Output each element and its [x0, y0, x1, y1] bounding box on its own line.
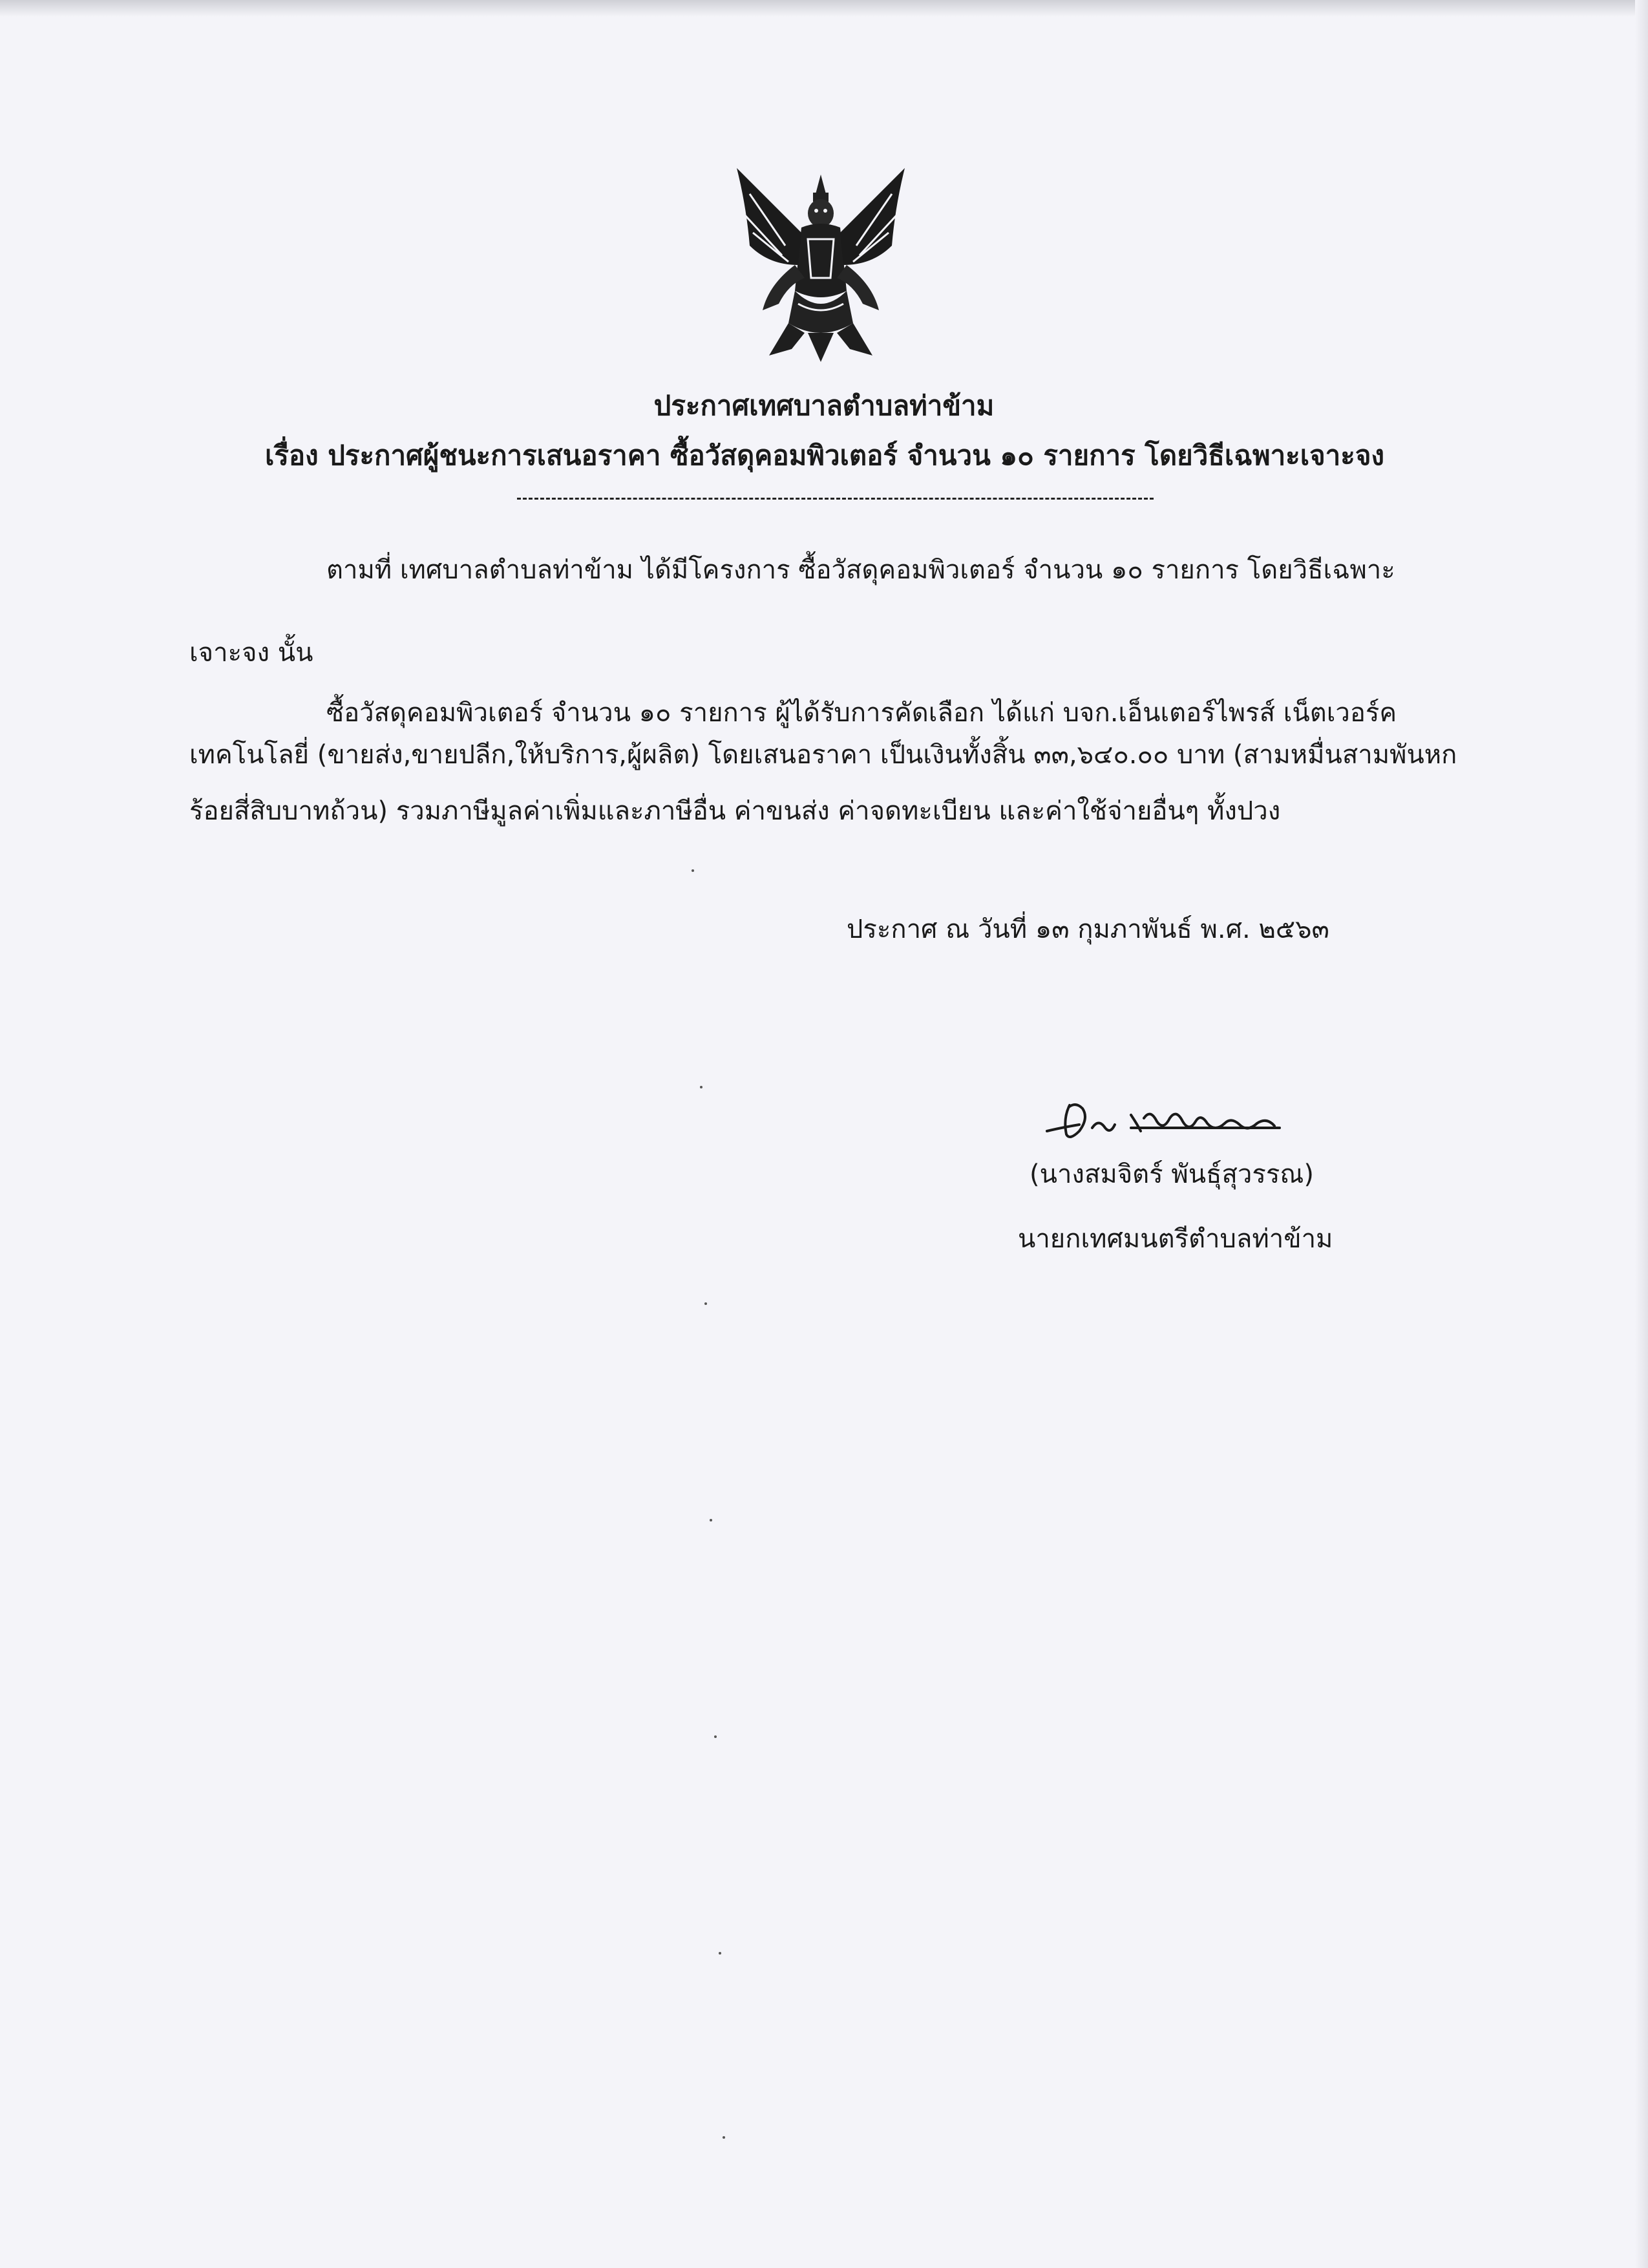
signature-image [1034, 1092, 1286, 1150]
scan-top-edge [0, 0, 1648, 17]
paragraph-2-line-3: ร้อยสี่สิบบาทถ้วน) รวมภาษีมูลค่าเพิ่มและภาษีอื่น ค่าขนส่ง ค่าจดทะเบียน และค่าใช้จ่ายอื่นๆ ทั้งปวง [189, 796, 1281, 826]
scan-speck [714, 1735, 717, 1738]
scan-speck [692, 869, 694, 872]
scan-speck [704, 1302, 707, 1305]
paragraph-1-line-1: ตามที่ เทศบาลตำบลท่าข้าม ได้มีโครงการ ซื้อวัสดุคอมพิวเตอร์ จำนวน ๑๐ รายการ โดยวิธีเฉพาะ [326, 555, 1395, 585]
garuda-emblem-icon [724, 155, 918, 368]
document-subject: เรื่อง ประกาศผู้ชนะการเสนอราคา ซื้อวัสดุคอมพิวเตอร์ จำนวน ๑๐ รายการ โดยวิธีเฉพาะเจาะจง [265, 440, 1384, 471]
scan-speck [710, 1519, 712, 1521]
paragraph-1-line-2: เจาะจง นั้น [189, 638, 313, 668]
scan-speck [700, 1086, 703, 1088]
scan-speck [719, 1952, 721, 1955]
scan-right-edge [1635, 0, 1648, 2268]
divider-line [517, 498, 1154, 500]
signatory-position: นายกเทศมนตรีตำบลท่าข้าม [1018, 1224, 1333, 1254]
paragraph-2-line-2: เทคโนโลยี่ (ขายส่ง,ขายปลีก,ให้บริการ,ผู้ผลิต) โดยเสนอราคา เป็นเงินทั้งสิ้น ๓๓,๖๔๐.๐๐ บาท (สามหมื่นสามพันหก [189, 740, 1457, 770]
announcement-date: ประกาศ ณ วันที่ ๑๓ กุมภาพันธ์ พ.ศ. ๒๕๖๓ [847, 915, 1329, 944]
document-heading: ประกาศเทศบาลตำบลท่าข้าม [653, 390, 995, 421]
scan-speck [723, 2136, 725, 2139]
signatory-name: (นางสมจิตร์ พันธุ์สุวรรณ) [1030, 1160, 1315, 1189]
paragraph-2-line-1: ซื้อวัสดุคอมพิวเตอร์ จำนวน ๑๐ รายการ ผู้ได้รับการคัดเลือก ได้แก่ บจก.เอ็นเตอร์ไพรส์ เน็ตเวอร์ค [326, 698, 1397, 728]
